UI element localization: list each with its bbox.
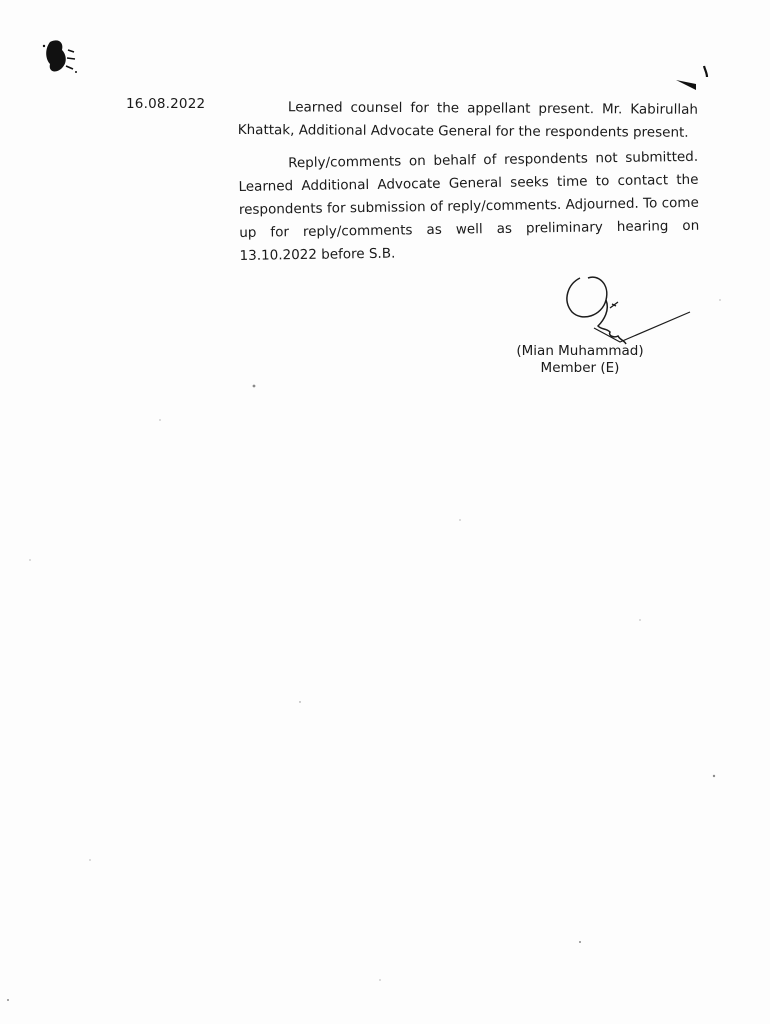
signatory-name: (Mian Muhammad) [516,343,644,359]
ink-corner-mark [674,62,714,94]
order-paragraph: Learned counsel for the appellant present. Mr. Kabirullah Khattak, Additional Advocate General for the respondents present. [237,99,698,141]
signatory-designation: Member (E) [540,360,620,376]
order-paragraph: Reply/comments on behalf of respondents not submitted. Learned Additional Advocate General seeks time to contact the respondents for submission of reply/comments. Adjourned. To come up for reply/comments as well as preliminary hearing on 13.10.2022 before S.B. [238,148,700,264]
order-date: 16.08.2022 [126,96,206,112]
signatory-block [500,343,660,377]
order-sheet-text [238,96,698,279]
ink-blot-mark [40,38,82,78]
